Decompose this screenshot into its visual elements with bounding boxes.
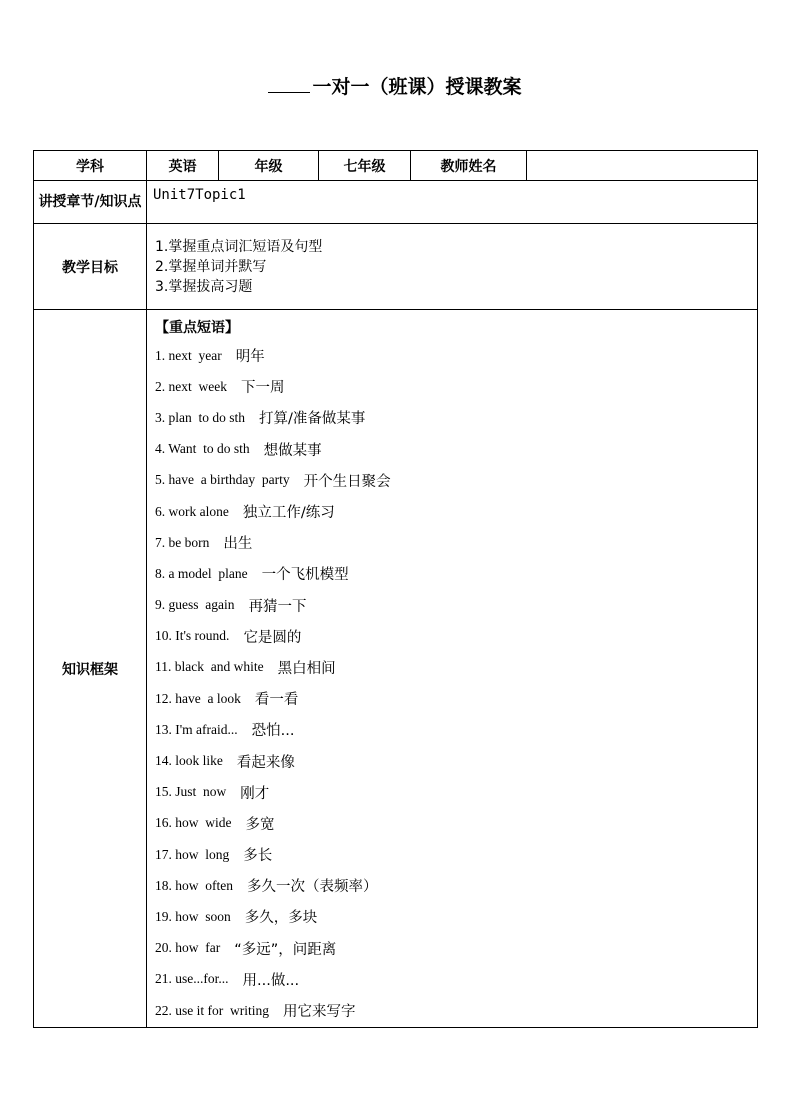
phrase-item	[155, 714, 757, 745]
objectives-label: 教学目标	[34, 224, 147, 310]
phrase-item	[155, 465, 757, 496]
phrase-chinese: 多宽	[245, 816, 275, 833]
phrase-english: 9. guess again	[155, 597, 235, 613]
phrase-english: 5. have a birthday party	[155, 472, 290, 488]
chapter-value: Unit7Topic1	[147, 181, 758, 224]
phrase-item	[155, 340, 757, 371]
phrase-item	[155, 933, 757, 964]
phrase-item	[155, 434, 757, 465]
phrase-item	[155, 839, 757, 870]
phrase-chinese: 开个生日聚会	[303, 473, 391, 490]
phrase-chinese: “多远”，问距离	[234, 941, 337, 958]
phrase-english: 18. how often	[155, 877, 233, 893]
phrase-chinese: 多久一次（表频率）	[247, 879, 378, 896]
lesson-plan-table	[33, 150, 758, 1028]
objectives-list	[147, 224, 758, 310]
framework-row	[34, 310, 758, 1028]
phrase-list	[155, 340, 757, 1026]
phrase-item	[155, 808, 757, 839]
phrase-english: 20. how far	[155, 940, 221, 956]
framework-content	[147, 310, 758, 1028]
phrase-item	[155, 371, 757, 402]
phrase-chinese: 看一看	[254, 692, 299, 709]
phrase-item	[155, 964, 757, 995]
framework-label: 知识框架	[34, 310, 147, 1028]
title-blank	[268, 80, 310, 93]
phrase-item	[155, 590, 757, 621]
phrase-chinese: 出生	[223, 536, 253, 553]
phrase-english: 11. black and white	[155, 659, 264, 675]
phrase-chinese: 独立工作/练习	[242, 505, 335, 522]
phrase-english: 10. It's round.	[155, 628, 230, 644]
phrase-english: 8. a model plane	[155, 565, 248, 581]
phrase-item	[155, 683, 757, 714]
phrase-english: 21. use...for...	[155, 971, 229, 987]
phrase-chinese: 看起来像	[236, 754, 295, 771]
objectives-row	[34, 224, 758, 310]
phrase-item	[155, 901, 757, 932]
section-title: 【重点短语】	[155, 320, 239, 336]
phrase-chinese: 明年	[235, 349, 265, 366]
phrase-english: 22. use it for writing	[155, 1002, 269, 1018]
phrase-item	[155, 496, 757, 527]
phrase-chinese: 一个飞机模型	[261, 567, 349, 584]
phrase-english: 15. Just now	[155, 784, 227, 800]
phrase-chinese: 恐怕...	[251, 723, 295, 740]
header-row	[34, 151, 758, 181]
chapter-label: 讲授章节/知识点	[34, 181, 147, 224]
phrase-english: 2. next week	[155, 378, 227, 394]
phrase-item	[155, 527, 757, 558]
title-text: 一对一（班课）授课教案	[312, 76, 522, 98]
phrase-english: 19. how soon	[155, 908, 231, 924]
phrase-item	[155, 777, 757, 808]
phrase-item	[155, 995, 757, 1026]
phrase-english: 6. work alone	[155, 503, 229, 519]
phrase-chinese: 打算/准备做某事	[259, 411, 366, 428]
page-title	[0, 72, 790, 99]
subject-value: 英语	[147, 151, 219, 181]
phrase-english: 17. how long	[155, 846, 230, 862]
teacher-label: 教师姓名	[411, 151, 527, 181]
phrase-english: 7. be born	[155, 534, 210, 550]
objective-item: 3.掌握拔高习题	[155, 278, 253, 295]
phrase-chinese: 下一周	[240, 380, 285, 397]
chapter-row	[34, 181, 758, 224]
phrase-chinese: 用它来写字	[283, 1004, 356, 1021]
phrase-item	[155, 558, 757, 589]
phrase-item	[155, 402, 757, 433]
objective-item: 2.掌握单词并默写	[155, 258, 267, 275]
phrase-chinese: 再猜一下	[248, 598, 307, 615]
phrase-item	[155, 621, 757, 652]
grade-value: 七年级	[319, 151, 411, 181]
phrase-chinese: 多长	[243, 848, 273, 865]
phrase-item	[155, 745, 757, 776]
phrase-english: 1. next year	[155, 347, 222, 363]
phrase-english: 14. look like	[155, 753, 223, 769]
phrase-english: 3. plan to do sth	[155, 409, 245, 425]
phrase-english: 16. how wide	[155, 815, 232, 831]
phrase-english: 4. Want to do sth	[155, 441, 250, 457]
phrase-item	[155, 870, 757, 901]
subject-label: 学科	[34, 151, 147, 181]
phrase-item	[155, 652, 757, 683]
objective-item: 1.掌握重点词汇短语及句型	[155, 238, 323, 255]
grade-label: 年级	[219, 151, 319, 181]
phrase-english: 12. have a look	[155, 690, 241, 706]
phrase-chinese: 多久，多块	[244, 910, 318, 927]
phrase-chinese: 用...做...	[242, 972, 300, 989]
phrase-chinese: 它是圆的	[243, 629, 302, 646]
phrase-chinese: 黑白相间	[277, 660, 336, 677]
teacher-value	[527, 151, 758, 181]
phrase-english: 13. I'm afraid...	[155, 721, 238, 737]
phrase-chinese: 刚才	[240, 785, 270, 802]
phrase-chinese: 想做某事	[263, 442, 322, 459]
